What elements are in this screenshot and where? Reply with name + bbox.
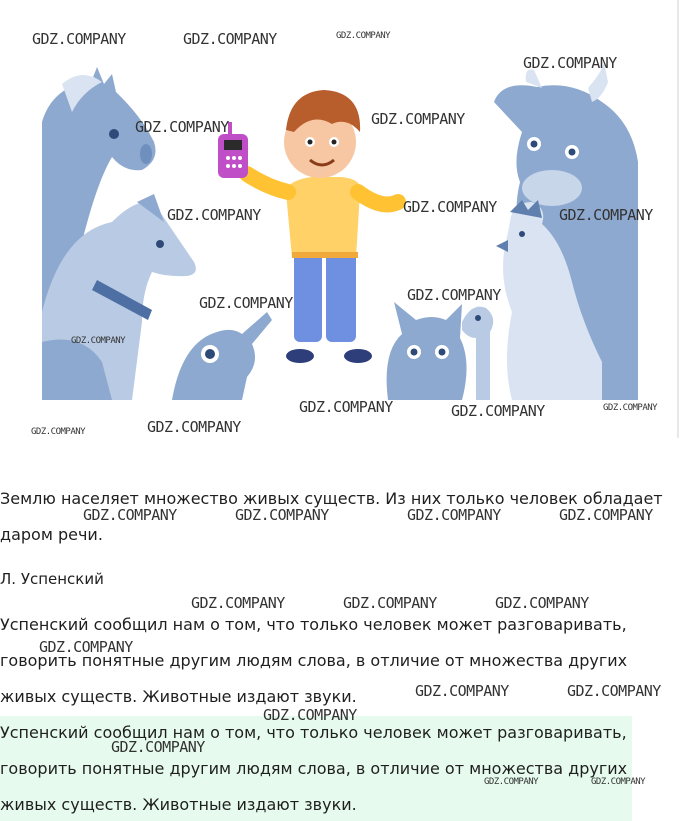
watermark: GDZ.COMPANY [263, 706, 357, 724]
watermark: GDZ.COMPANY [235, 506, 329, 524]
watermark: GDZ.COMPANY [603, 403, 658, 413]
watermark: GDZ.COMPANY [71, 336, 126, 346]
rabbit-figure [172, 312, 272, 400]
cat-figure [387, 302, 467, 400]
highlighted-answer-line-2: говорить понятные другим людям слова, в отличие от множества других [0, 759, 628, 778]
watermark: GDZ.COMPANY [559, 206, 653, 224]
watermark: GDZ.COMPANY [567, 682, 661, 700]
watermark: GDZ.COMPANY [343, 594, 437, 612]
watermark: GDZ.COMPANY [336, 31, 391, 41]
watermark: GDZ.COMPANY [559, 506, 653, 524]
quote-author: Л. Успенский [0, 570, 104, 588]
watermark: GDZ.COMPANY [415, 682, 509, 700]
watermark: GDZ.COMPANY [403, 198, 497, 216]
answer-line-1: Успенский сообщил нам о том, что только человек может разговаривать, [0, 615, 627, 634]
watermark: GDZ.COMPANY [451, 402, 545, 420]
watermark: GDZ.COMPANY [407, 506, 501, 524]
watermark: GDZ.COMPANY [32, 30, 126, 48]
watermark: GDZ.COMPANY [495, 594, 589, 612]
page-edge-line [677, 0, 679, 438]
watermark: GDZ.COMPANY [135, 118, 229, 136]
watermark: GDZ.COMPANY [147, 418, 241, 436]
watermark: GDZ.COMPANY [111, 738, 205, 756]
boy-figure [218, 90, 398, 363]
watermark: GDZ.COMPANY [523, 54, 617, 72]
watermark: GDZ.COMPANY [191, 594, 285, 612]
watermark: GDZ.COMPANY [591, 777, 646, 787]
watermark: GDZ.COMPANY [183, 30, 277, 48]
snake-figure [462, 307, 493, 400]
watermark: GDZ.COMPANY [407, 286, 501, 304]
watermark: GDZ.COMPANY [199, 294, 293, 312]
highlighted-answer-line-3: живых существ. Животные издают звуки. [0, 795, 357, 814]
highlighted-answer-line-1: Успенский сообщил нам о том, что только человек может разговаривать, [0, 723, 627, 742]
watermark: GDZ.COMPANY [31, 427, 86, 437]
watermark: GDZ.COMPANY [167, 206, 261, 224]
quote-text-line-1: Землю населяет множество живых существ. Из них только человек обладает [0, 489, 663, 508]
watermark: GDZ.COMPANY [484, 777, 539, 787]
watermark: GDZ.COMPANY [299, 398, 393, 416]
watermark: GDZ.COMPANY [39, 638, 133, 656]
answer-line-3: живых существ. Животные издают звуки. [0, 687, 357, 706]
watermark: GDZ.COMPANY [83, 506, 177, 524]
quote-text-line-2: даром речи. [0, 525, 103, 544]
illustration-boy-and-animals [42, 62, 638, 402]
watermark: GDZ.COMPANY [371, 110, 465, 128]
answer-line-2: говорить понятные другим людям слова, в отличие от множества других [0, 651, 628, 670]
